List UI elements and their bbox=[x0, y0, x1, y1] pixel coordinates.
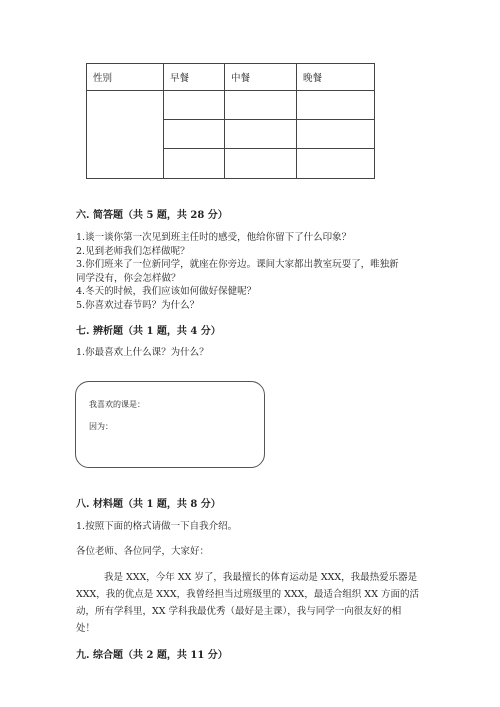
section6-item-3: 3.你们班来了一位新同学，就座在你旁边。课间大家都出教室玩耍了，唯独新 bbox=[76, 259, 399, 270]
header-dinner: 晚餐 bbox=[297, 64, 375, 91]
table-cell bbox=[297, 120, 375, 149]
table-cell bbox=[225, 120, 297, 149]
section6-item-1: 1.谈一谈你第一次见到班主任时的感受，他给你留下了什么印象？ bbox=[76, 232, 352, 243]
section6-item-4: 4.冬天的时候，我们应该如何做好保健呢？ bbox=[76, 286, 257, 297]
table-cell bbox=[164, 149, 225, 179]
section7-question: 1.你最喜欢上什么课？为什么？ bbox=[76, 347, 209, 358]
section6-item-3-cont: 同学没有，你会怎样做？ bbox=[76, 273, 181, 284]
section6-title: 六. 简答题（共 5 题，共 28 分） bbox=[76, 210, 228, 221]
table-header-row bbox=[87, 64, 375, 91]
section9-title: 九. 综合题（共 2 题，共 11 分） bbox=[76, 650, 228, 661]
table-cell bbox=[164, 120, 225, 149]
meal-table bbox=[86, 63, 375, 179]
section6-item-2: 2.见到老师我们怎样做呢？ bbox=[76, 246, 190, 257]
table-cell bbox=[87, 91, 164, 179]
intro-paragraph-line4: 处！ bbox=[76, 623, 96, 634]
header-gender: 性别 bbox=[87, 64, 164, 91]
table-cell bbox=[225, 91, 297, 120]
section8-greeting: 各位老师、各位同学，大家好： bbox=[76, 546, 210, 557]
table-cell bbox=[297, 149, 375, 179]
table-cell bbox=[164, 91, 225, 120]
intro-paragraph-line3: 动，所有学科里，XX 学科我最优秀（最好是主课），我与同学一向很友好的相 bbox=[76, 606, 402, 617]
table-row bbox=[87, 91, 375, 120]
intro-paragraph-line2: XXX，我的优点是 XXX，我曾经担当过班级里的 XXX，最适合组织 XX 方面的活 bbox=[76, 589, 419, 600]
answer-box-line2: 因为： bbox=[89, 422, 113, 431]
section6-item-5: 5.你喜欢过春节吗？为什么？ bbox=[76, 300, 200, 311]
section8-title: 八. 材料题（共 1 题，共 8 分） bbox=[76, 499, 221, 510]
answer-box-line1: 我喜欢的课是： bbox=[89, 400, 145, 409]
section7-title: 七. 辨析题（共 1 题，共 4 分） bbox=[76, 326, 221, 337]
table-cell bbox=[225, 149, 297, 179]
intro-paragraph-line1: 我是 XXX，今年 XX 岁了，我最擅长的体育运动是 XXX，我最热爱乐器是 bbox=[104, 572, 418, 583]
header-breakfast: 早餐 bbox=[164, 64, 225, 91]
answer-box[interactable] bbox=[75, 381, 265, 468]
header-lunch: 中餐 bbox=[225, 64, 297, 91]
table-cell bbox=[297, 91, 375, 120]
section8-question: 1.按照下面的格式请做一下自我介绍。 bbox=[76, 521, 238, 532]
